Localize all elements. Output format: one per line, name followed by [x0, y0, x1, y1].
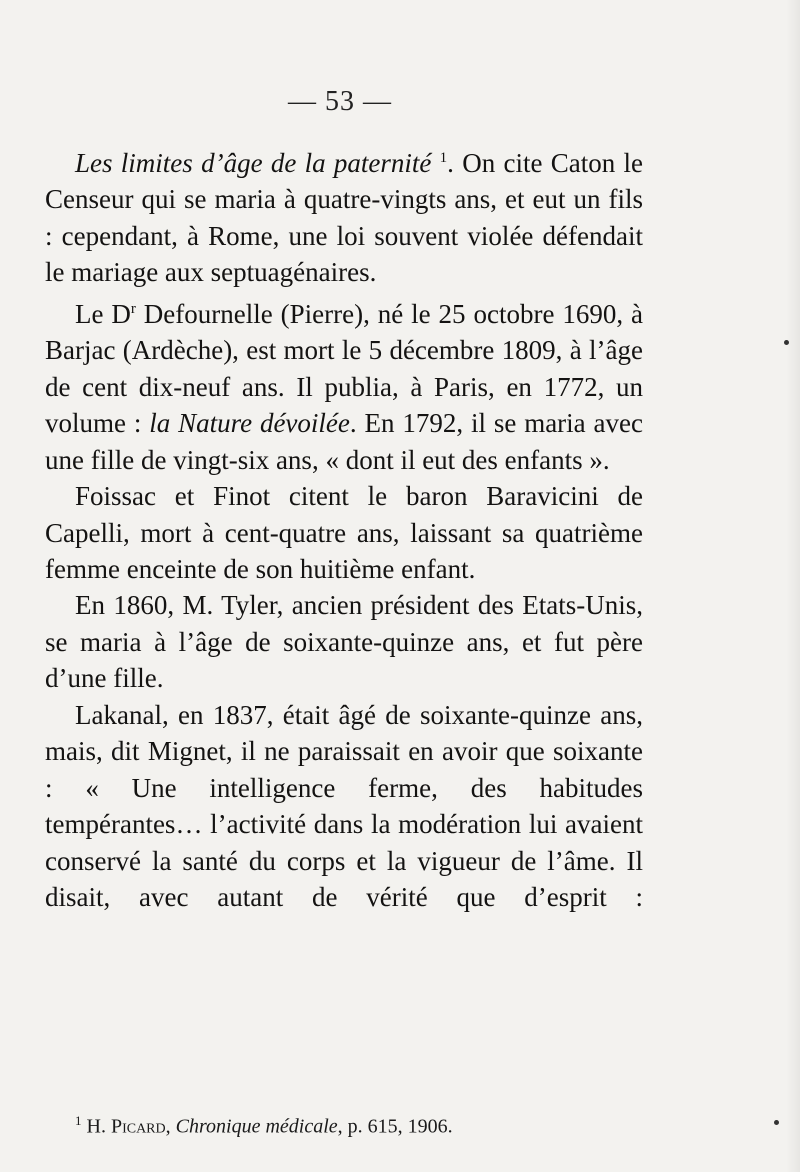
footnote-reference: 1 [439, 150, 448, 166]
footnote-author: H. Picard, [86, 1115, 171, 1138]
doctor-abbrev-sup: r [130, 300, 136, 317]
page-edge-shadow [786, 0, 800, 1172]
section-title: Les limites d’âge de la paternité [75, 148, 432, 178]
paragraph-2-text-after: . En 1792, il se maria avec une fille de vingt-six ans, « dont il eut des enfants ». [45, 408, 643, 475]
body-text [45, 140, 643, 916]
speck-mark [774, 1120, 779, 1125]
page-number: — 53 — [288, 86, 392, 117]
paragraph-2-text-before: Defournelle (Pierre), né le 25 octobre 1690, à Barjac (Ardèche), est mort le 5 décembre 1809, à l’âge de cent dix-neuf ans. Il publia, à Paris, en 1772, un volume : [45, 298, 643, 439]
paragraph-2 [45, 291, 643, 478]
footnote-mark: 1 [75, 1113, 82, 1128]
paragraph-3: Foissac et Finot citent le baron Baravicini de Capelli, mort à cent-quatre ans, laissant sa quatrième femme enceinte de son huitième enfant. [45, 481, 643, 584]
paragraph-2-lead: Le D [75, 298, 131, 329]
footnote-rest: , p. 615, 1906. [337, 1115, 453, 1138]
book-title: la Nature dévoilée [149, 408, 350, 439]
paragraph-5: Lakanal, en 1837, était âgé de soixante-quinze ans, mais, dit Mignet, il ne paraissait en avoir que soixante : « Une intelligence ferme, des habitudes tempérantes… l’activité dans la modération lui avaient conservé la santé du corps et la vigueur de l’âme. Il disait, avec autant de vérité que d’esprit : [45, 699, 643, 913]
paragraph-4: En 1860, M. Tyler, ancien président des Etats-Unis, se maria à l’âge de soixante-quinze ans, et fut père d’une fille. [45, 590, 643, 694]
speck-mark [784, 340, 789, 345]
footnote-work: Chronique médicale [175, 1115, 338, 1138]
paragraph-1-text: . On cite Caton le Censeur qui se maria à quatre-vingts ans, et eut un fils : cependant, à Rome, une loi souvent violée défendait le mariage aux septuagénaires. [45, 148, 644, 288]
paragraph-1 [45, 140, 643, 291]
footnote [75, 1108, 595, 1140]
